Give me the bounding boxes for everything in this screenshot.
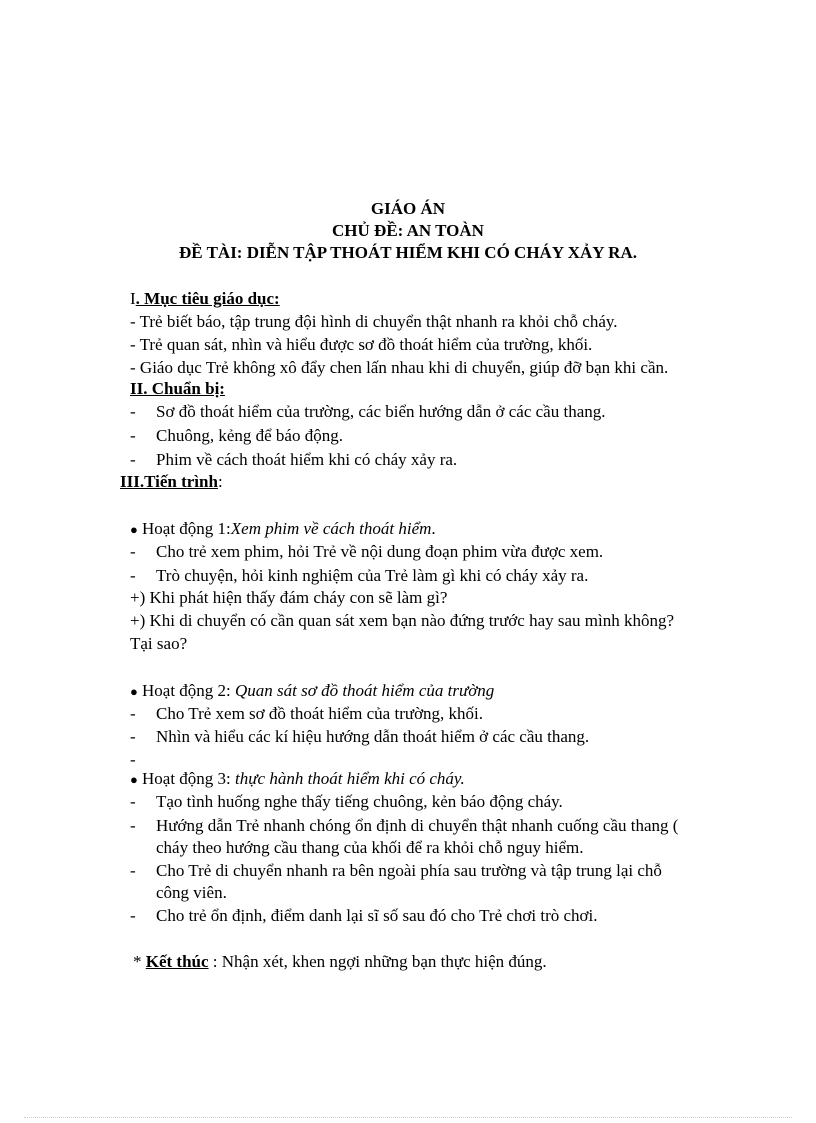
activity-2-item-1 xyxy=(130,703,483,725)
title-line-2: CHỦ ĐỀ: AN TOÀN xyxy=(332,221,484,240)
activity-3-item-4 xyxy=(130,905,598,927)
activity-3-item-3-cont: công viên. xyxy=(156,883,227,902)
dash-marker: - xyxy=(130,816,136,835)
activity-3-item-text: Cho trẻ ổn định, điểm danh lại sĩ số sau đó cho Trẻ chơi trò chơi. xyxy=(156,906,598,925)
dash-marker: - xyxy=(130,402,136,421)
activity-2-item-text: Nhìn và hiểu các kí hiệu hướng dẫn thoát hiểm ở các cầu thang. xyxy=(156,727,590,746)
ending-label: Kết thúc xyxy=(145,952,209,971)
ending-text: : Nhận xét, khen ngợi những bạn thực hiện đúng. xyxy=(208,952,547,971)
activity-1-title: Xem phim về cách thoát hiểm xyxy=(230,519,432,538)
section-1-heading xyxy=(130,288,280,310)
page-bottom-divider xyxy=(24,1117,792,1118)
activity-3-label: Hoạt động 3: xyxy=(142,769,236,788)
activity-1-item-text: Trò chuyện, hỏi kinh nghiệm của Trẻ làm gì khi có cháy xảy ra. xyxy=(156,566,589,585)
activity-3-item-text: Hướng dẫn Trẻ nhanh chóng ổn định di chuyển thật nhanh cuống cầu thang ( xyxy=(156,816,679,835)
section-2-heading: II. Chuẩn bị: xyxy=(130,379,225,398)
activity-1-item-1 xyxy=(130,541,603,563)
section-3-heading xyxy=(120,471,223,493)
section-2-item-3 xyxy=(130,449,457,471)
activity-3-item-3 xyxy=(130,860,662,882)
activity-3-heading xyxy=(130,768,465,791)
section-3-colon: : xyxy=(217,472,223,491)
dash-marker: - xyxy=(130,792,136,811)
section-1-title: . Mục tiêu giáo dục: xyxy=(135,289,280,308)
ending-line xyxy=(133,951,547,973)
dash-marker: - xyxy=(130,450,136,469)
dash-marker: - xyxy=(130,426,136,445)
section-2-item-text: Sơ đồ thoát hiểm của trường, các biển hướng dẫn ở các cầu thang. xyxy=(156,402,606,421)
document-title-block xyxy=(0,198,816,264)
bullet-icon: ● xyxy=(130,522,138,537)
activity-3-item-text: Tạo tình huống nghe thấy tiếng chuông, kẻn báo động cháy. xyxy=(156,792,563,811)
activity-2-heading xyxy=(130,680,494,703)
activity-1-question-3: Tại sao? xyxy=(130,634,188,653)
dash-marker: - xyxy=(130,861,136,880)
activity-2-title: Quan sát sơ đồ thoát hiểm của trường xyxy=(235,681,495,700)
activity-2-item-2 xyxy=(130,726,589,748)
section-1-item-1: - Trẻ biết báo, tập trung đội hình di chuyển thật nhanh ra khỏi chỗ cháy. xyxy=(130,312,618,331)
dash-marker: - xyxy=(130,566,136,585)
bullet-icon: ● xyxy=(130,684,138,699)
activity-1-label: Hoạt động 1: xyxy=(142,519,231,538)
dash-marker: - xyxy=(130,727,136,746)
section-2-item-text: Chuông, kẻng để báo động. xyxy=(156,426,343,445)
section-3-title: III.Tiến trình xyxy=(120,472,218,491)
activity-1-item-text: Cho trẻ xem phim, hỏi Trẻ về nội dung đoạn phim vừa được xem. xyxy=(156,542,604,561)
title-line-1: GIÁO ÁN xyxy=(370,199,446,218)
section-1-prefix: I xyxy=(130,289,136,308)
dash-marker: - xyxy=(130,750,136,769)
activity-3-item-1 xyxy=(130,791,563,813)
activity-3-item-text: Cho Trẻ di chuyển nhanh ra bên ngoài phía sau trường và tập trung lại chỗ xyxy=(156,861,662,880)
dash-marker: - xyxy=(130,906,136,925)
section-1-item-2: - Trẻ quan sát, nhìn và hiểu được sơ đồ thoát hiểm của trường, khối. xyxy=(130,335,593,354)
activity-1-question-1: +) Khi phát hiện thấy đám cháy con sẽ làm gì? xyxy=(130,588,448,607)
section-2-item-text: Phim về cách thoát hiểm khi có cháy xảy ra. xyxy=(156,450,458,469)
title-line-3: ĐỀ TÀI: DIỄN TẬP THOÁT HIỂM KHI CÓ CHÁY XẢY RA. xyxy=(179,243,637,262)
section-1-item-3: - Giáo dục Trẻ không xô đẩy chen lấn nhau khi di chuyển, giúp đỡ bạn khi cần. xyxy=(130,358,669,377)
ending-star: * xyxy=(133,952,146,971)
activity-2-item-text: Cho Trẻ xem sơ đồ thoát hiểm của trường, khối. xyxy=(156,704,484,723)
activity-2-label: Hoạt động 2: xyxy=(142,681,236,700)
dash-marker: - xyxy=(130,704,136,723)
activity-3-item-2 xyxy=(130,815,678,837)
activity-3-title: thực hành thoát hiểm khi có cháy. xyxy=(235,769,465,788)
activity-1-heading xyxy=(130,518,436,541)
section-2-item-2 xyxy=(130,425,343,447)
bullet-icon: ● xyxy=(130,772,138,787)
activity-1-end: . xyxy=(431,519,436,538)
dash-marker: - xyxy=(130,542,136,561)
activity-1-item-2 xyxy=(130,565,588,587)
section-2-item-1 xyxy=(130,401,606,423)
activity-1-question-2: +) Khi di chuyển có cần quan sát xem bạn nào đứng trước hay sau mình không? xyxy=(130,611,675,630)
activity-3-item-2-cont: cháy theo hướng cầu thang của khối để ra khỏi chỗ nguy hiểm. xyxy=(156,838,584,857)
